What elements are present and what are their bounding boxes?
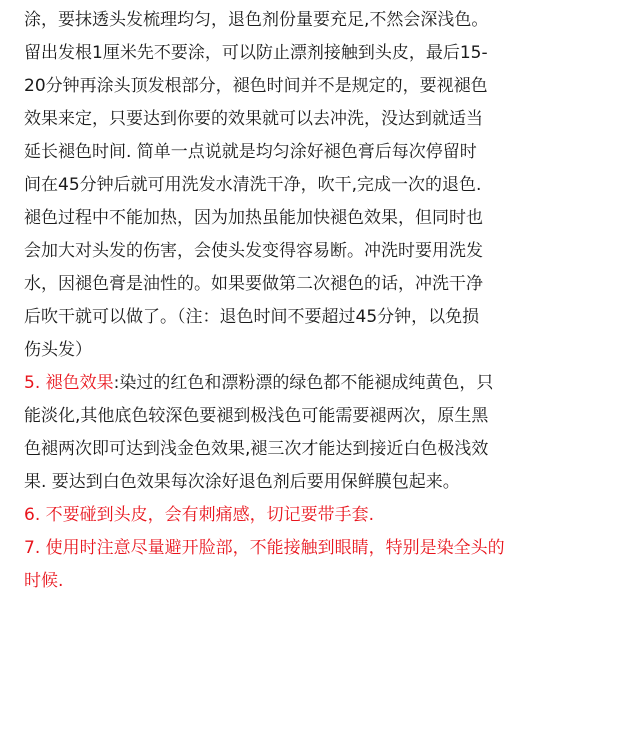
item-7-text: 使用时注意尽量避开脸部，不能接触到眼睛，特别是染全头的 [45, 538, 505, 558]
item-5-first-line [24, 367, 602, 400]
text-line: 色褪两次即可达到浅金色效果,褪三次才能达到接近白色极浅效 [24, 439, 489, 459]
text-line: 间在45分钟后就可用洗发水清洗干净，吹干,完成一次的退色. [24, 175, 482, 195]
text-line: 能淡化,其他底色较深色要褪到极浅色可能需要褪两次，原生黑 [24, 406, 489, 426]
item-6-line [24, 499, 602, 532]
text-line: 会加大对头发的伤害，会使头发变得容易断。冲洗时要用洗发 [24, 241, 483, 261]
item-5-number: 5. [24, 373, 46, 393]
text-line: 20分钟再涂头顶发根部分，褪色时间并不是规定的，要视褪色 [24, 76, 488, 96]
item-7-continuation: 时候. [24, 571, 64, 591]
paragraph-application-instructions [24, 4, 602, 367]
text-line: 效果来定，只要达到你要的效果就可以去冲洗，没达到就适当 [24, 109, 483, 129]
text-line: 褪色过程中不能加热，因为加热虽能加快褪色效果，但同时也 [24, 208, 483, 228]
text-line: 水，因褪色膏是油性的。如果要做第二次褪色的话，冲洗干净 [24, 274, 483, 294]
text-line: 留出发根1厘米先不要涂，可以防止漂剂接触到头皮，最后15- [24, 43, 488, 63]
item-6-warning-scalp [24, 499, 602, 532]
item-6-number: 6. [24, 505, 46, 525]
item-7-warning-face [24, 532, 602, 598]
item-5-heading: 褪色效果 [45, 373, 114, 393]
item-5-first-line-text: :染过的红色和漂粉漂的绿色都不能褪成纯黄色，只 [113, 373, 494, 393]
text-line: 果. 要达到白色效果每次涂好退色剂后要用保鲜膜包起来。 [24, 472, 460, 492]
item-5-fade-effect [24, 367, 602, 499]
item-7-line [24, 532, 602, 565]
text-line: 涂，要抹透头发梳理均匀，退色剂份量要充足,不然会深浅色。 [24, 10, 489, 30]
text-line: 后吹干就可以做了。（注：退色时间不要超过45分钟，以免损 [24, 307, 480, 327]
item-6-text: 不要碰到头皮，会有刺痛感，切记要带手套. [45, 505, 375, 525]
item-7-number: 7. [24, 538, 46, 558]
text-line: 延长褪色时间. 简单一点说就是均匀涂好褪色膏后每次停留时 [24, 142, 477, 162]
text-line: 伤头发） [24, 340, 92, 360]
